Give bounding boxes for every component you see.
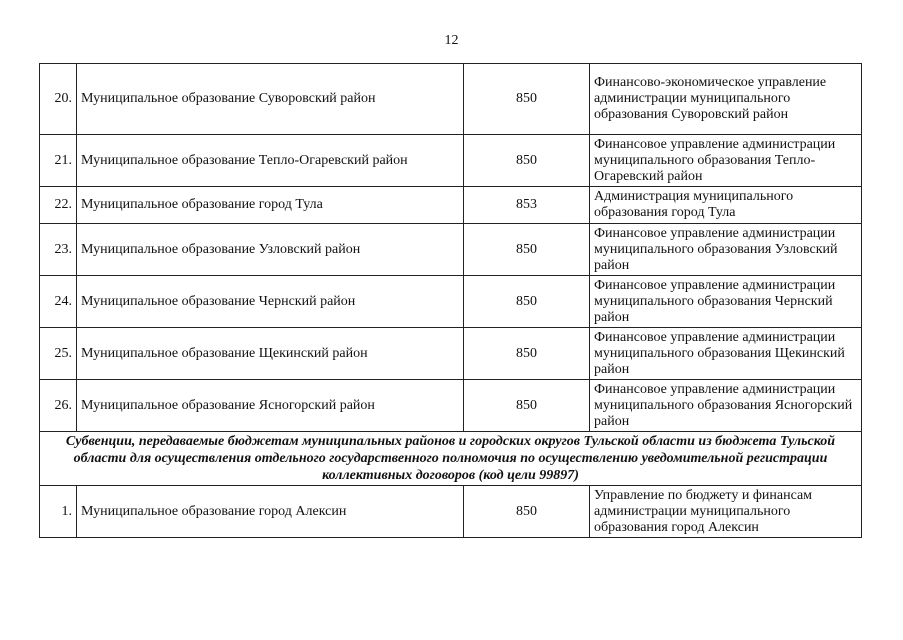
- section-heading-row: [40, 432, 862, 486]
- row-number-cell: 26.: [40, 380, 77, 432]
- table-section: [40, 432, 862, 486]
- code-cell: 850: [464, 328, 590, 380]
- table-row: [40, 276, 862, 328]
- code-cell: 850: [464, 276, 590, 328]
- row-number-cell: 24.: [40, 276, 77, 328]
- row-number-cell: 20.: [40, 64, 77, 135]
- administrator-cell: Финансовое управление администрации муниципального образования Ясногорский район: [590, 380, 862, 432]
- code-cell: 850: [464, 224, 590, 276]
- table-row: [40, 187, 862, 224]
- code-cell: 850: [464, 64, 590, 135]
- municipality-name-cell: Муниципальное образование Чернский район: [77, 276, 464, 328]
- table-row: [40, 486, 862, 538]
- code-cell: 850: [464, 380, 590, 432]
- page-number: 12: [444, 33, 459, 48]
- municipality-name-cell: Муниципальное образование Суворовский район: [77, 64, 464, 135]
- table-row: [40, 380, 862, 432]
- section-heading: Субвенции, передаваемые бюджетам муниципальных районов и городских округов Тульской области из бюджета Тульской области для осуществления отдельного государственного полномочия по осуществлению уведомительной регистрации коллективных договоров (код цели 99897): [40, 432, 862, 486]
- municipality-name-cell: Муниципальное образование Узловский район: [77, 224, 464, 276]
- table-body-top: [40, 64, 862, 432]
- code-cell: 850: [464, 486, 590, 538]
- municipality-name-cell: Муниципальное образование город Алексин: [77, 486, 464, 538]
- administrator-cell: Управление по бюджету и финансам администрации муниципального образования город Алексин: [590, 486, 862, 538]
- row-number-cell: 23.: [40, 224, 77, 276]
- table-row: [40, 64, 862, 135]
- allocation-table: [39, 63, 862, 538]
- row-number-cell: 1.: [40, 486, 77, 538]
- municipality-name-cell: Муниципальное образование город Тула: [77, 187, 464, 224]
- table-row: [40, 224, 862, 276]
- municipality-name-cell: Муниципальное образование Ясногорский район: [77, 380, 464, 432]
- table-body-bottom: [40, 486, 862, 538]
- row-number-cell: 21.: [40, 135, 77, 187]
- administrator-cell: Финансовое управление администрации муниципального образования Тепло-Огаревский район: [590, 135, 862, 187]
- code-cell: 853: [464, 187, 590, 224]
- administrator-cell: Финансовое управление администрации муниципального образования Щекинский район: [590, 328, 862, 380]
- table-row: [40, 328, 862, 380]
- municipality-name-cell: Муниципальное образование Щекинский район: [77, 328, 464, 380]
- administrator-cell: Администрация муниципального образования город Тула: [590, 187, 862, 224]
- administrator-cell: Финансовое управление администрации муниципального образования Чернский район: [590, 276, 862, 328]
- row-number-cell: 22.: [40, 187, 77, 224]
- administrator-cell: Финансовое управление администрации муниципального образования Узловский район: [590, 224, 862, 276]
- row-number-cell: 25.: [40, 328, 77, 380]
- administrator-cell: Финансово-экономическое управление администрации муниципального образования Суворовский район: [590, 64, 862, 135]
- table-row: [40, 135, 862, 187]
- code-cell: 850: [464, 135, 590, 187]
- municipality-name-cell: Муниципальное образование Тепло-Огаревский район: [77, 135, 464, 187]
